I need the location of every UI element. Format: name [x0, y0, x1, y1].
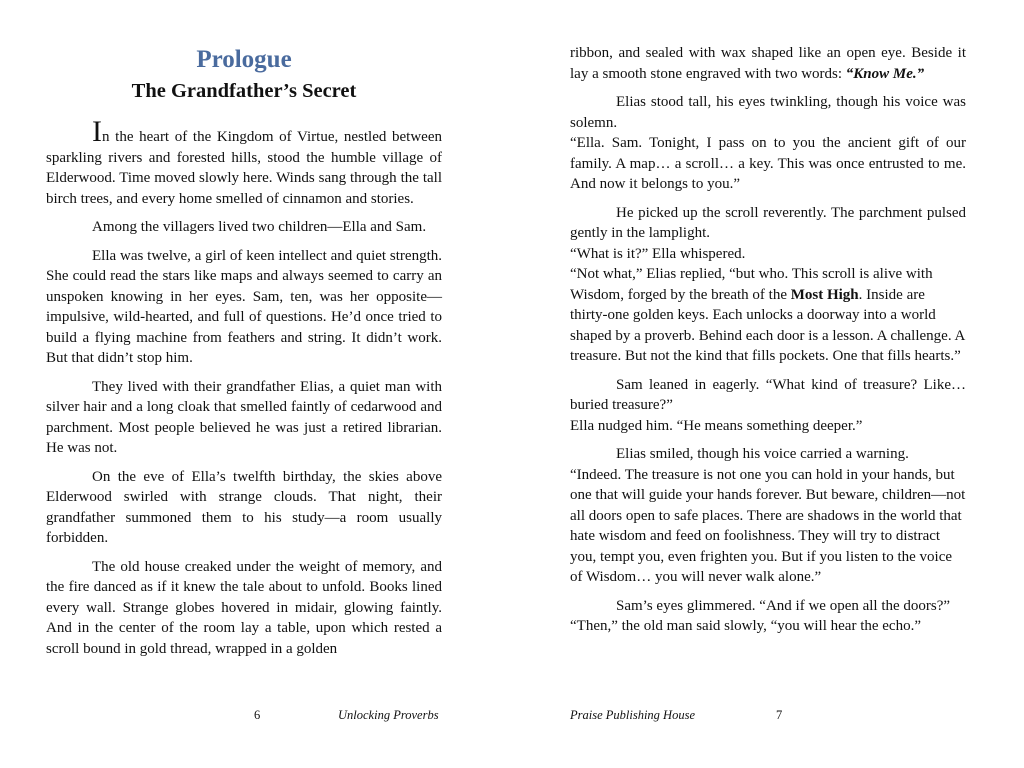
paragraph: Ella was twelve, a girl of keen intellect and quiet strength. She could read the stars like maps and always seemed to carry an unspoken knowing in her eyes. Sam, ten, was her opposite—impulsive, wild-hearted, and full of questions. He’d once tried to build a flying machine from feathers and string. It didn’t work. But that didn’t stop him. [46, 247, 442, 366]
paragraph: Elias smiled, though his voice carried a warning. “Indeed. The treasure is not one you can hold in your hands, but one that will guide your hands forever. But beware, children—not all doors open to safe places. There are shadows in the world that hate wisdom and feed on foolishness. They will try to distract you, tempt you, even frighten you. But if you listen to the voice of Wisdom… you will never walk alone.” [570, 446, 966, 585]
opening-paragraph [46, 115, 442, 209]
left-page-number: 6 [254, 708, 261, 722]
paragraph: Among the villagers lived two children—Ella and Sam. [92, 219, 427, 235]
left-running-head: Unlocking Proverbs [338, 708, 439, 722]
paragraph: Sam leaned in eagerly. “What kind of treasure? Like… buried treasure?” Ella nudged him. “He means something deeper.” [570, 376, 966, 434]
paragraph: Sam’s eyes glimmered. “And if we open all the doors?” “Then,” the old man said slowly, “you will hear the echo.” [570, 597, 951, 634]
paragraph: They lived with their grandfather Elias, a quiet man with silver hair and a long cloak that smelled faintly of cedarwood and parchment. Most people believed he was just a retired librarian. He was not. [46, 378, 442, 456]
chapter-title: The Grandfather’s Secret [131, 80, 357, 102]
left-page [46, 0, 442, 768]
paragraph: He picked up the scroll reverently. The parchment pulsed gently in the lamplight. “What is it?” Ella whispered. “Not what,” Elias replied, “but who. This scroll is alive with Wisdom, forged by the breath of the Most High. Inside are thirty-one golden keys. Each unlocks a doorway into a world shaped by a proverb. Behind each door is a lesson. A challenge. A treasure. But not the kind that fills pockets. One that fills hearts.” [570, 204, 966, 364]
prologue-heading: Prologue [196, 46, 292, 73]
opening-paragraph-text: n the heart of the Kingdom of Virtue, nestled between sparkling rivers and forested hills, stood the humble village of Elderwood. Time moved slowly here. Winds sang through the tall birch trees, and every home smelled of cinnamon and stories. [46, 129, 442, 207]
paragraph: Elias stood tall, his eyes twinkling, though his voice was solemn. “Ella. Sam. Tonight, I pass on to you the ancient gift of our family. A map… a scroll… a key. This was once entrusted to me. And now it belongs to you.” [570, 94, 966, 192]
left-body-text [46, 116, 442, 667]
paragraph: The old house creaked under the weight of memory, and the fire danced as if it knew the tale about to unfold. Books lined every wall. Strange globes hovered in midair, glowing faintly. And in the center of the room lay a table, upon which rested a scroll bound in gold thread, wrapped in a golden [46, 558, 442, 657]
right-page-number: 7 [776, 708, 783, 722]
chapter-heading [46, 44, 442, 106]
paragraph: On the eve of Ella’s twelfth birthday, the skies above Elderwood swirled with strange clouds. That night, their grandfather summoned them to his study—a room usually forbidden. [46, 468, 442, 546]
right-page [570, 0, 966, 768]
right-body-text [570, 43, 966, 645]
bold-phrase: Most High [790, 286, 859, 303]
engraved-words: “Know Me.” [845, 65, 925, 82]
drop-cap: I [92, 115, 102, 148]
paragraph: ribbon, and sealed with wax shaped like an open eye. Beside it lay a smooth stone engraved with two words: “Know Me.” [570, 45, 966, 82]
right-running-head: Praise Publishing House [570, 708, 695, 722]
